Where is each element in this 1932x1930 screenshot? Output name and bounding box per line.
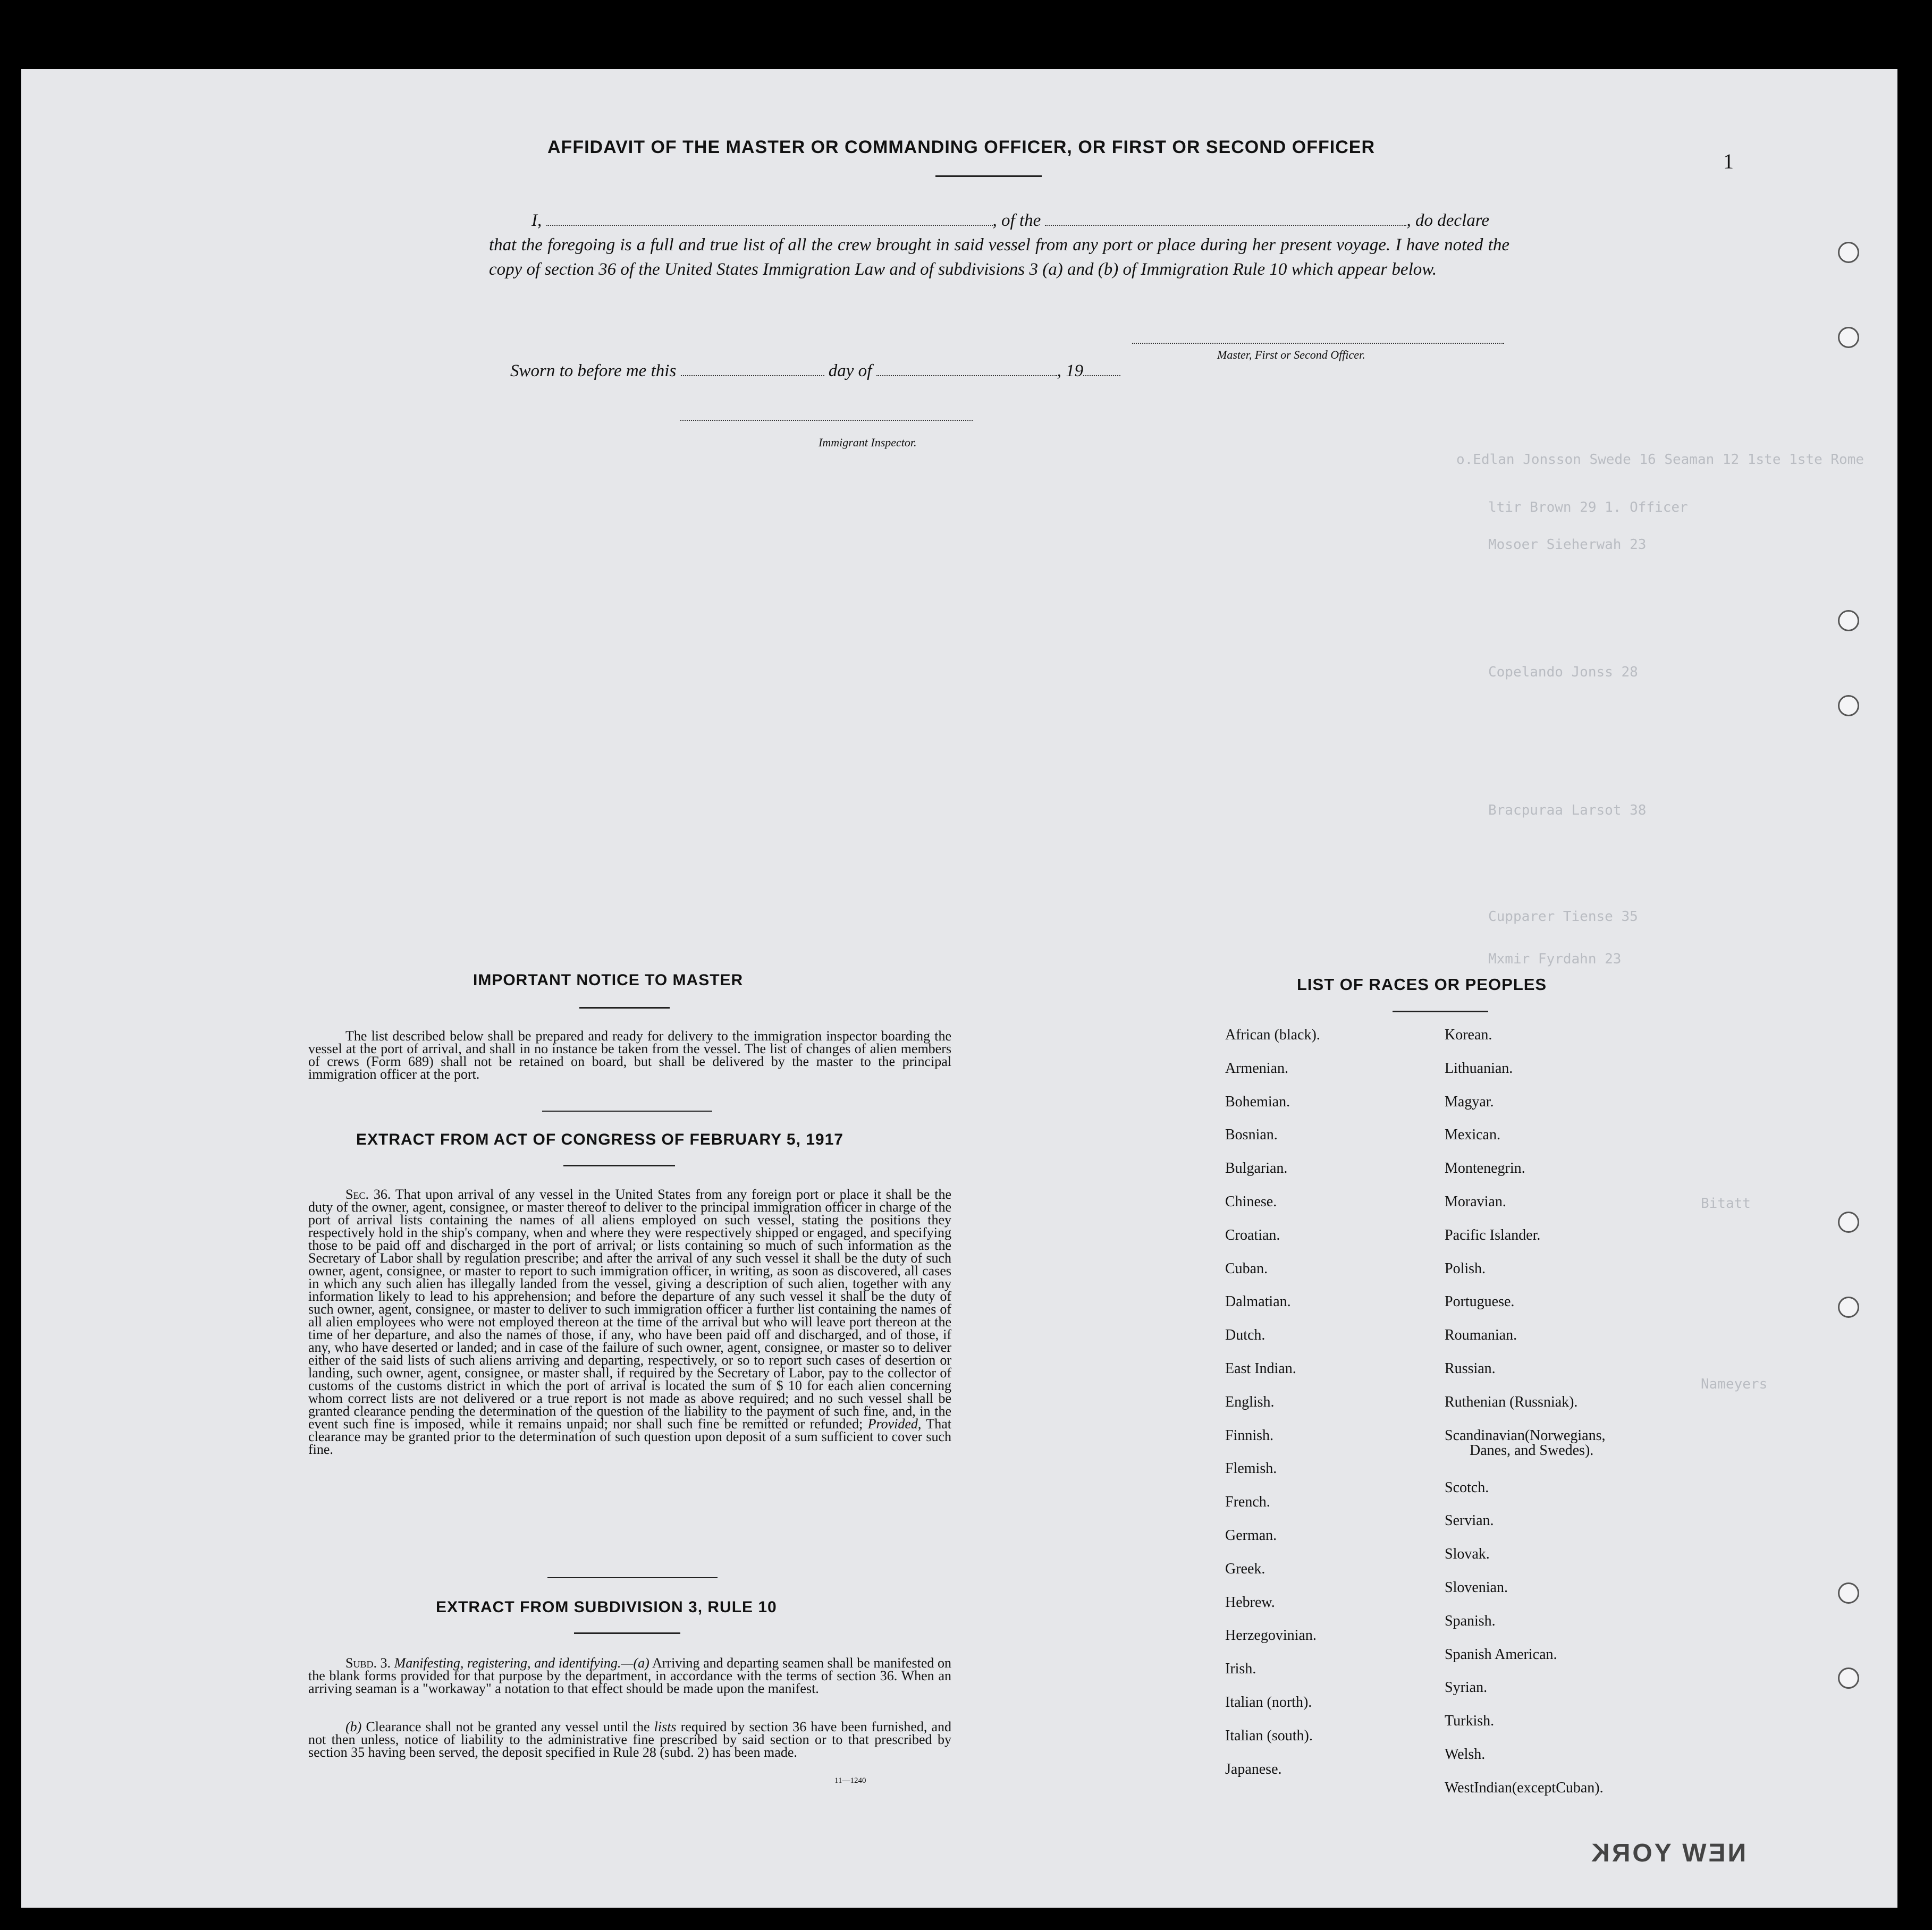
race-item: Servian. (1445, 1512, 1494, 1529)
sec-36-body: That upon arrival of any vessel in the United States from any foreign port or place it shall be the duty of the owner, agent, consignee, or master thereof to deliver to the principal immigration officer in charge of the port of arrival lists containing the names of all aliens employed on such vessel, stating the positions they respectively hold in the ship's company, when and where they were respectively shipped or engaged, and specifying those to be paid off and discharged in the port of arrival; or lists containing so much of such information as the Secretary of Labor shall by regulation prescribe; and after the arrival of any such vessel it shall be the duty of such owner, agent, consignee, or master to report to such immigration officer, in writing, as soon as discovered, all cases in which any such alien has illegally landed from the vessel, giving a description of such alien, together with any information likely to lead to his apprehension; and before the departure of any such vessel it shall be the duty of such owner, agent, consignee, or master to deliver to such immigration officer a further list containing the names of all alien employees who were not employed thereon at the time of the arrival but who will leave port thereon at the time of her departure, and also the names of those, if any, who have been paid off and discharged, and of those, if any, who have deserted or landed; and in case of the failure of such owner, agent, consignee, or master so to deliver either of the said lists of such aliens arriving and departing, respectively, or so to report such cases of desertion or landing, such owner, agent, consignee, or master shall, if required by the Secretary of Labor, pay to the collector of customs of the customs district in which the port of arrival is located the sum of $ 10 for each alien concerning whom correct lists are not delivered or a true report is not made as above required; and no such vessel shall be granted clearance pending the determination of the question of the liability to the payment of such fine, and, in the event such fine is imposed, while it remains unpaid; nor shall such fine be remitted or refunded; (308, 1187, 952, 1432)
race-item: African (black). (1225, 1027, 1320, 1043)
act-section-36-text (308, 1188, 951, 1456)
race-item: Slovak. (1445, 1546, 1490, 1563)
sec-36-label: Sec. 36. (345, 1187, 391, 1202)
race-item: Greek. (1225, 1560, 1265, 1577)
race-item: East Indian. (1225, 1360, 1296, 1377)
notice-rule (579, 1007, 670, 1009)
sworn-day-field[interactable] (681, 360, 824, 376)
binder-hole (1838, 1297, 1859, 1318)
para-b-pre: Clearance shall not be granted any vessel until the (366, 1719, 650, 1734)
race-item: Bohemian. (1225, 1093, 1290, 1110)
race-item: Ruthenian (Russniak). (1445, 1393, 1578, 1410)
race-item: Cuban. (1225, 1260, 1268, 1277)
race-item: Mexican. (1445, 1127, 1500, 1144)
bleed-through-row: Copelando Jonss 28 (1488, 664, 1638, 680)
race-item: Korean. (1445, 1027, 1492, 1043)
rule-para-b (308, 1721, 951, 1759)
bleed-through-row: Bracpuraa Larsot 38 (1488, 802, 1647, 818)
bleed-through-row: ltir Brown 29 1. Officer (1488, 500, 1688, 515)
binder-hole (1838, 327, 1859, 348)
master-signature-caption: Master, First or Second Officer. (1217, 348, 1365, 361)
affidavit-title: AFFIDAVIT OF THE MASTER OR COMMANDING OFFICER, OR FIRST OR SECOND OFFICER (547, 137, 1375, 157)
race-item: English. (1225, 1393, 1275, 1410)
race-item: Chinese. (1225, 1193, 1277, 1210)
race-item: Hebrew. (1225, 1594, 1275, 1611)
sworn-year-field[interactable] (1083, 360, 1120, 376)
race-item: Syrian. (1445, 1679, 1488, 1696)
rule-para-a (308, 1657, 951, 1695)
race-item: Dalmatian. (1225, 1293, 1291, 1310)
page-number: 1 (1723, 149, 1734, 173)
proviso-label: Provided, (867, 1416, 922, 1432)
binder-hole (1838, 1212, 1859, 1233)
race-item: Lithuanian. (1445, 1060, 1513, 1077)
proviso-body: That clearance may be granted prior to the determination of such question upon deposit of a sum sufficient to cover such fine. (308, 1416, 952, 1457)
title-rule (935, 175, 1042, 177)
master-signature-line[interactable] (1132, 343, 1504, 344)
para-a-body: Arriving and departing seamen shall be manifested on the blank forms provided for that purpose by the department, in accordance with the terms of section 36. When an arriving seaman is a "workaway" a notation to that effect should be made upon the manifest. (308, 1655, 951, 1696)
race-item: Herzegovinian. (1225, 1627, 1317, 1644)
bleed-through-row: Nameyers (1701, 1376, 1768, 1392)
document-page (21, 69, 1897, 1908)
race-item: German. (1225, 1527, 1277, 1544)
race-item: Welsh. (1445, 1746, 1486, 1763)
sworn-year-label: , 19 (1057, 361, 1084, 380)
race-item: Danes, and Swedes). (1470, 1442, 1594, 1459)
race-item: Scotch. (1445, 1479, 1489, 1496)
race-item: Spanish American. (1445, 1646, 1557, 1663)
rule-extract-title: EXTRACT FROM SUBDIVISION 3, RULE 10 (436, 1598, 777, 1616)
binder-hole (1838, 1667, 1859, 1689)
race-item: WestIndian(exceptCuban). (1445, 1779, 1604, 1796)
sworn-line (510, 360, 1120, 381)
race-item: Bulgarian. (1225, 1160, 1288, 1177)
subd-heading: Manifesting, registering, and identifying.—(a) (394, 1655, 649, 1671)
affidavit-declare-label: , do declare (1406, 211, 1489, 230)
race-item: Armenian. (1225, 1060, 1288, 1077)
race-item: Slovenian. (1445, 1579, 1508, 1596)
para-b-label: (b) (345, 1719, 362, 1734)
race-item: Finnish. (1225, 1427, 1274, 1444)
binder-hole (1838, 695, 1859, 716)
affidavit-body: that the foregoing is a full and true list of all the crew brought in said vessel from any port or place during her present voyage. I have noted the copy of section 36 of the United States Immigration Law and of subdivisions 3 (a) and (b) of Immigration Rule 10 which appear below. (489, 235, 1509, 279)
race-item: Spanish. (1445, 1612, 1496, 1629)
race-item: Scandinavian(Norwegians, (1445, 1427, 1606, 1444)
binder-hole (1838, 1582, 1859, 1604)
notice-title: IMPORTANT NOTICE TO MASTER (473, 971, 744, 989)
bleed-through-row: o.Edlan Jonsson Swede 16 Seaman 12 1ste 1ste Rome (1456, 452, 1864, 468)
inspector-signature-caption: Immigrant Inspector. (819, 436, 917, 449)
race-item: Russian. (1445, 1360, 1496, 1377)
name-blank-field[interactable] (546, 210, 993, 226)
binder-hole (1838, 242, 1859, 263)
sworn-day-label: day of (828, 361, 872, 380)
sworn-prefix-label: Sworn to before me this (510, 361, 677, 380)
para-b-post: required by section 36 have been furnished, and not then unless, notice of liability to the administrative fine prescribed by said section or to that prescribed by section 35 having been served, the deposit specified in Rule 28 (subd. 2) has been made. (308, 1719, 952, 1760)
inspector-signature-line[interactable] (680, 420, 973, 421)
affidavit-of-the-label: , of the (992, 211, 1041, 230)
race-item: Croatian. (1225, 1226, 1280, 1243)
bleed-through-row: Bitatt (1701, 1196, 1751, 1212)
race-item: Polish. (1445, 1260, 1486, 1277)
race-item: Turkish. (1445, 1713, 1495, 1730)
races-rule (1393, 1011, 1488, 1012)
notice-text: The list described below shall be prepared and ready for delivery to the immigration inspector boarding the vessel at the port of arrival, and shall in no instance be taken from the vessel. The list of changes of alien members of crews (Form 689) shall not be retained on board, but shall be delivered by the master to the principal immigration officer at the port. (308, 1028, 951, 1082)
race-item: Roumanian. (1445, 1327, 1517, 1344)
bleed-through-row: Cupparer Tiense 35 (1488, 909, 1638, 925)
race-item: Montenegrin. (1445, 1160, 1525, 1177)
rule-rule (574, 1632, 680, 1634)
race-item: Magyar. (1445, 1093, 1494, 1110)
race-item: Irish. (1225, 1661, 1256, 1678)
binder-hole (1838, 610, 1859, 631)
section-divider (542, 1111, 712, 1112)
race-item: Moravian. (1445, 1193, 1506, 1210)
sworn-month-field[interactable] (876, 360, 1057, 376)
act-extract-title: EXTRACT FROM ACT OF CONGRESS OF FEBRUARY 5, 1917 (356, 1131, 843, 1148)
race-item: Portuguese. (1445, 1293, 1515, 1310)
race-item: Pacific Islander. (1445, 1226, 1541, 1243)
race-item: Japanese. (1225, 1760, 1282, 1777)
form-number: 11—1240 (834, 1776, 866, 1785)
race-item: French. (1225, 1494, 1270, 1511)
race-item: Bosnian. (1225, 1127, 1278, 1144)
bleed-through-row: Mosoer Sieherwah 23 (1488, 537, 1647, 553)
affidavit-declaration-line (489, 208, 1509, 233)
act-rule (563, 1165, 675, 1166)
subd-label: Subd. 3. (345, 1655, 391, 1671)
race-item: Italian (south). (1225, 1727, 1313, 1744)
race-item: Italian (north). (1225, 1694, 1312, 1711)
port-stamp: NEW YORK (1589, 1839, 1747, 1867)
race-item: Flemish. (1225, 1460, 1277, 1477)
vessel-blank-field[interactable] (1045, 210, 1406, 226)
para-b-lists: lists (654, 1719, 677, 1734)
affidavit-i-label: I, (531, 211, 542, 230)
races-title: LIST OF RACES OR PEOPLES (1297, 975, 1547, 994)
race-item: Dutch. (1225, 1327, 1265, 1344)
section-divider (547, 1577, 718, 1578)
bleed-through-row: Mxmir Fyrdahn 23 (1488, 951, 1622, 967)
